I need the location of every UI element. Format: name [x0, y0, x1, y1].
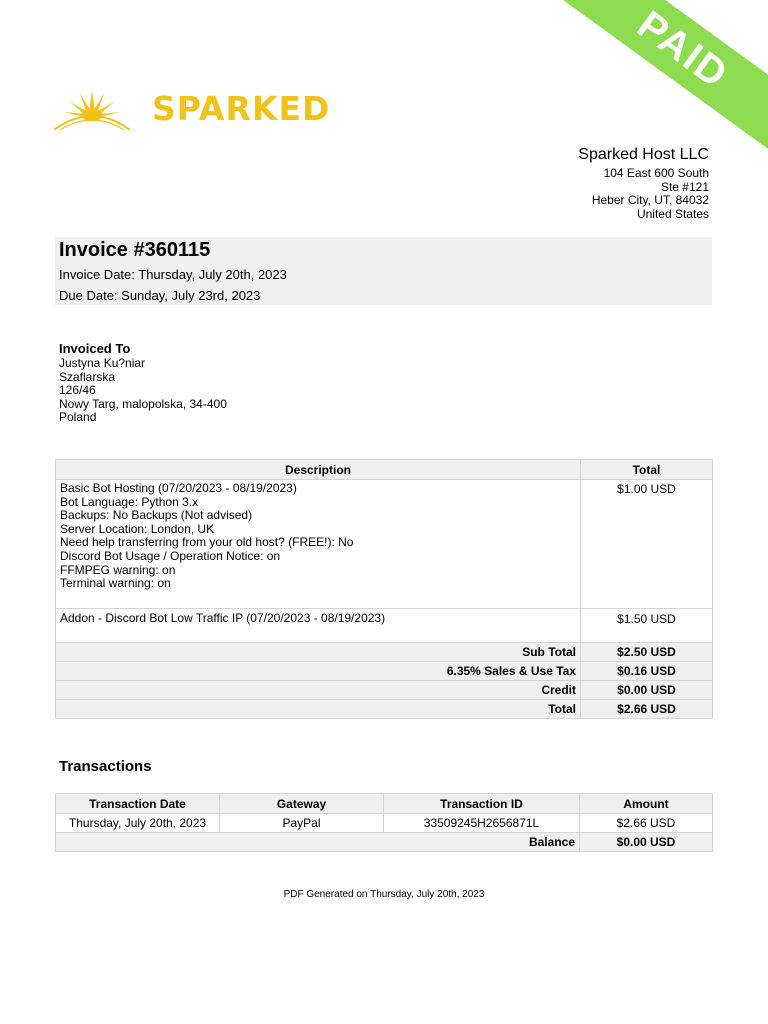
table-row: [56, 609, 713, 643]
pdf-generated-footer: PDF Generated on Thursday, July 20th, 2023: [283, 889, 485, 900]
invoice-title: Invoice #360115: [59, 239, 211, 261]
balance-label: Balance: [56, 833, 580, 852]
transaction-date: Thursday, July 20th, 2023: [56, 814, 220, 833]
invoiced-to-line: Nowy Targ, malopolska, 34-400: [59, 396, 227, 411]
transaction-id: 33509245H2656871L: [384, 814, 580, 833]
company-block: [578, 146, 709, 221]
balance-value: $0.00 USD: [580, 833, 713, 852]
item-line: Basic Bot Hosting (07/20/2023 - 08/19/2023): [60, 481, 297, 495]
item-line: Bot Language: Python 3.x: [60, 494, 199, 509]
summary-row-tax: [56, 662, 713, 681]
summary-row-total: [56, 700, 713, 719]
item-line: Server Location: London, UK: [60, 521, 215, 536]
item-description: [56, 480, 581, 609]
column-header-total: Total: [581, 460, 713, 480]
invoiced-to-line: Justyna Ku?niar: [59, 356, 146, 370]
column-header-description: Description: [56, 460, 581, 480]
summary-value: $2.50 USD: [581, 643, 713, 662]
summary-value: $0.00 USD: [581, 681, 713, 700]
column-header-transaction-id: Transaction ID: [384, 794, 580, 814]
item-total: $1.50 USD: [581, 609, 713, 643]
item-line: FFMPEG warning: on: [60, 562, 176, 577]
summary-label: Sub Total: [56, 643, 581, 662]
invoice-items-table: [55, 459, 713, 719]
item-line: Need help transferring from your old host? (FREE!): No: [60, 535, 354, 550]
company-address-line: United States: [636, 206, 709, 221]
item-line: Terminal warning: on: [60, 576, 171, 591]
item-description: [56, 609, 581, 643]
invoiced-to-block: [59, 341, 227, 425]
item-line: Backups: No Backups (Not advised): [60, 508, 253, 523]
invoice-header: [55, 237, 712, 305]
summary-label: Total: [56, 700, 581, 719]
column-header-amount: Amount: [580, 794, 713, 814]
invoiced-to-heading: Invoiced To: [59, 341, 131, 356]
summary-label: Credit: [56, 681, 581, 700]
company-name: Sparked Host LLC: [578, 146, 709, 163]
company-address-line: 104 East 600 South: [603, 166, 709, 180]
column-header-gateway: Gateway: [220, 794, 384, 814]
item-total: $1.00 USD: [581, 480, 713, 609]
paid-ribbon-label: PAID: [629, 2, 737, 97]
column-header-transaction-date: Transaction Date: [56, 794, 220, 814]
logo-wordmark: SPARKED: [152, 88, 331, 128]
invoiced-to-line: Poland: [59, 410, 97, 425]
summary-label: 6.35% Sales & Use Tax: [56, 662, 581, 681]
transaction-gateway: PayPal: [220, 814, 384, 833]
balance-row: [56, 833, 713, 852]
company-address-line: Heber City, UT, 84032: [591, 193, 709, 207]
invoiced-to-line: 126/46: [59, 383, 96, 398]
sun-palm-icon: [52, 84, 132, 132]
summary-row-credit: [56, 681, 713, 700]
table-row: [56, 814, 713, 833]
transactions-table: [55, 793, 713, 852]
company-address-line: Ste #121: [660, 179, 709, 194]
summary-row-subtotal: [56, 643, 713, 662]
item-line: Discord Bot Usage / Operation Notice: on: [60, 548, 281, 563]
table-row: [56, 480, 713, 609]
invoice-date: Invoice Date: Thursday, July 20th, 2023: [59, 267, 287, 282]
summary-value: $2.66 USD: [581, 700, 713, 719]
invoiced-to-line: Szaflarska: [59, 369, 116, 384]
invoice-due-date: Due Date: Sunday, July 23rd, 2023: [59, 288, 261, 303]
transactions-heading: Transactions: [59, 758, 152, 775]
item-line: Addon - Discord Bot Low Traffic IP (07/20/2023 - 08/19/2023): [60, 611, 386, 625]
table-header-row: [56, 794, 713, 814]
summary-value: $0.16 USD: [581, 662, 713, 681]
table-header-row: [56, 460, 713, 480]
transaction-amount: $2.66 USD: [580, 814, 713, 833]
sparked-logo: [52, 84, 330, 132]
